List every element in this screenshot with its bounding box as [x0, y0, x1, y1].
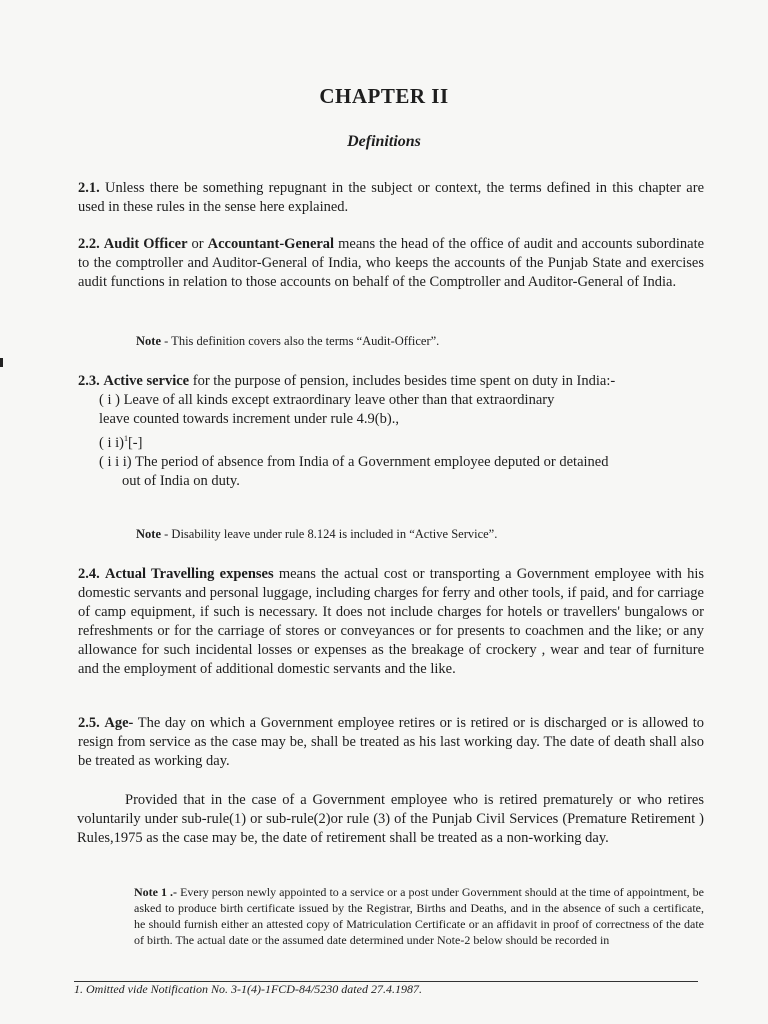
footnote: 1. Omitted vide Notification No. 3-1(4)-1FCD-84/5230 dated 27.4.1987. — [74, 982, 422, 996]
definition-term: Audit Officer — [103, 236, 188, 252]
definition-text: means the head of the office of audit and accounts subordinate to the comptroller and Auditor-General of India, who keeps the accounts of the Punjab State and exercises audit functions in relation to those accounts on behalf of the Comptroller and Auditor-General of India. — [78, 236, 705, 290]
definition-conjunction: or — [191, 236, 204, 252]
clause-i-continued: leave counted towards increment under rule 4.9(b)., — [99, 411, 399, 427]
clause-iii-continued: out of India on duty. — [122, 472, 240, 489]
note-2-3 — [136, 526, 706, 543]
definition-2-5 — [78, 714, 704, 771]
note-2-2 — [136, 333, 706, 350]
definition-2-2 — [78, 235, 704, 292]
footnote-marker: 1 — [123, 434, 128, 443]
definition-number: 2.1. — [78, 180, 100, 196]
clause-label: ( i i i) — [99, 453, 132, 470]
margin-mark — [0, 358, 3, 367]
note-label: Note 1 .- — [134, 885, 178, 899]
definition-term: Active service — [103, 373, 190, 389]
definition-text: for the purpose of pension, includes besides time spent on duty in India:- — [192, 373, 616, 389]
definition-text: Unless there be something repugnant in the subject or context, the terms defined in this chapter are used in these rules in the sense here explained. — [78, 180, 705, 215]
clause-text: The period of absence from India of a Government employee deputed or detained — [135, 453, 609, 470]
definition-term: Actual Travelling expenses — [104, 566, 274, 582]
note-text: - This definition covers also the terms “Audit-Officer”. — [164, 334, 440, 348]
clause-text: [-] — [127, 434, 143, 451]
clause-i — [99, 391, 704, 410]
definition-number: 2.2. — [78, 236, 100, 252]
note-text: - Disability leave under rule 8.124 is included in “Active Service”. — [164, 527, 498, 541]
definition-2-4 — [78, 565, 704, 679]
note-label: Note — [136, 527, 161, 541]
note-text: Every person newly appointed to a service or a post under Government should at the time of appointment, be asked to produce birth certificate issued by the Registrar, Births and Deaths, and in the absence of such a certificate, he should furnish either an attested copy of Matriculation Certificate or an affidavit in proof of correctness of the date of birth. The actual date or the assumed date determined under Note-2 below should be recorded in — [134, 885, 705, 947]
definition-2-3 — [78, 372, 704, 491]
definition-number: 2.5. — [78, 715, 100, 731]
definition-text: The day on which a Government employee retires or is retired or is discharged or is allowed to resign from service as the case may be, shall be treated as his last working day. The date of death shall also be treated as working day. — [78, 715, 704, 769]
definition-number: 2.4. — [78, 566, 100, 582]
proviso-paragraph — [77, 791, 704, 848]
proviso-text: Provided that in the case of a Government employee who is retired prematurely or who retires voluntarily under sub-rule(1) or sub-rule(2)or rule (3) of the Punjab Civil Services (Premature Retirement ) Rules,1975 as the case may be, the date of retirement shall be treated as a non-working day. — [77, 792, 704, 846]
chapter-title: CHAPTER II — [319, 84, 449, 108]
clause-label: ( i ) — [99, 392, 120, 408]
clause-text: Leave of all kinds except extraordinary leave other than that extraordinary — [123, 392, 555, 408]
definition-term-alt: Accountant-General — [207, 236, 335, 252]
note-1 — [134, 884, 704, 948]
definition-number: 2.3. — [78, 373, 100, 389]
note-label: Note — [136, 334, 161, 348]
clause-ii — [99, 429, 704, 453]
clause-iii — [99, 453, 704, 472]
definition-2-1 — [78, 179, 704, 217]
definition-term: Age- — [104, 715, 134, 731]
clause-label: ( i i) — [99, 434, 124, 451]
section-heading: Definitions — [347, 133, 421, 150]
definition-text: means the actual cost or transporting a Government employee with his domestic servants and personal luggage, including charges for ferry and other tools, if paid, and for carriage of camp equipment, if such is necessary. It does not include charges for hotels or travellers' bungalows or refreshments or for the carriage of stores or conveyances or for presents to coachmen and the like; or any allowance for such incidental losses or expenses as the breakage of crockery , wear and tear of furniture and the employment of additional domestic servants and the like. — [78, 566, 705, 677]
